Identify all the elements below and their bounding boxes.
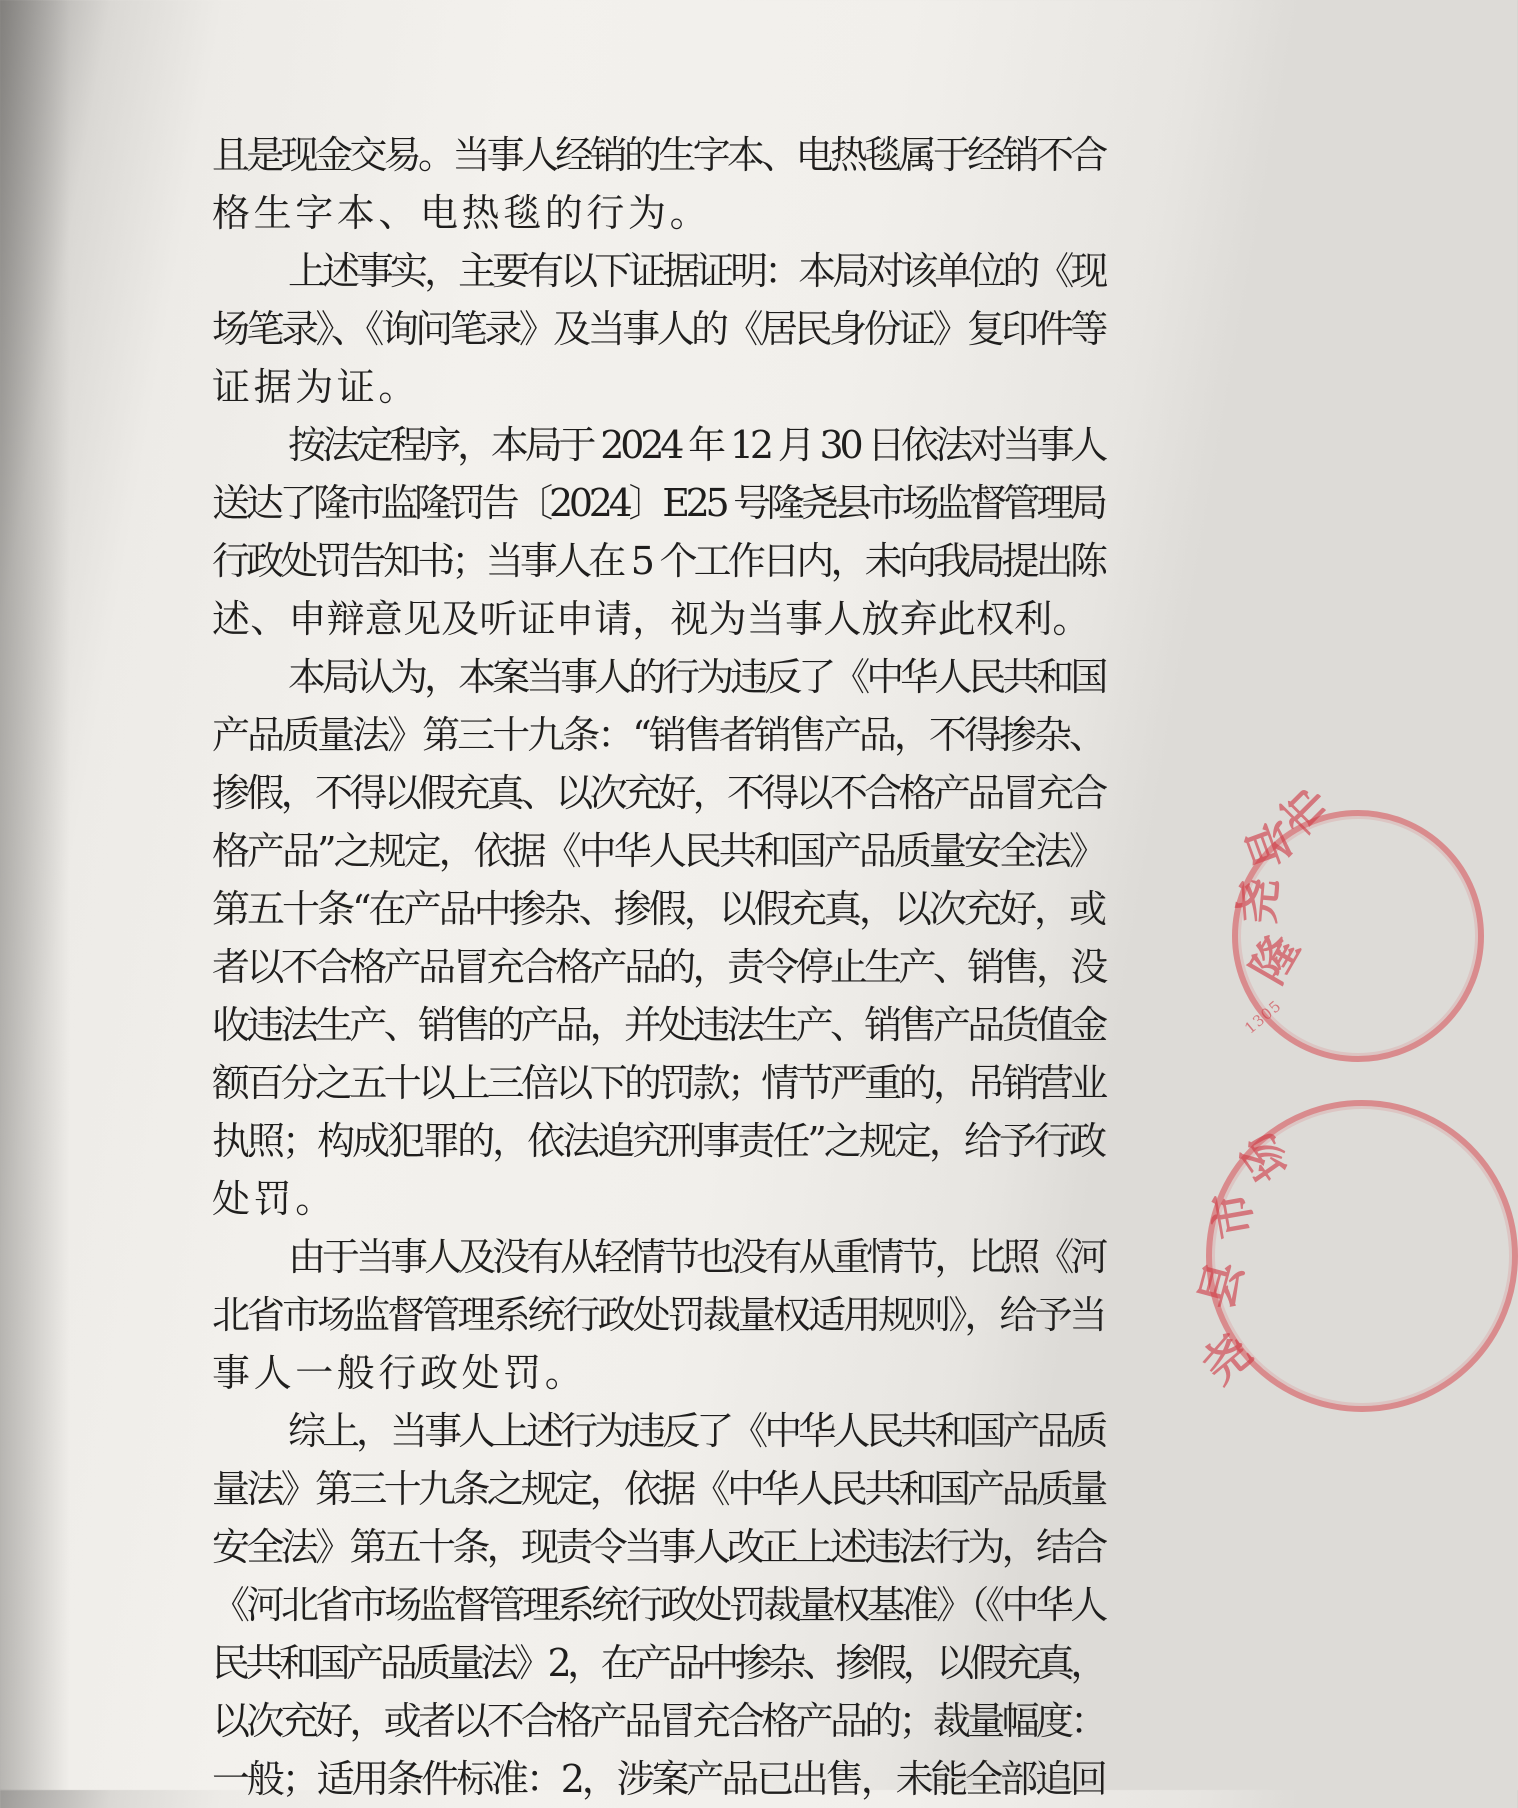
- text-line: 格生字本、电热毯的行为。: [212, 191, 712, 235]
- paragraph: [212, 1228, 1107, 1402]
- text-line: 由于当事人及没有从轻情节也没有从重情节，比照《河: [288, 1235, 1105, 1279]
- text-line: 处罚。: [212, 1177, 337, 1221]
- text-line: 且是现金交易。当事人经销的生字本、电热毯属于经销不合: [212, 133, 1105, 177]
- seal-glyph: 市: [1269, 773, 1341, 845]
- paragraph: [212, 126, 1107, 242]
- text-line: 收违法生产、销售的产品，并处违法生产、销售产品货值金: [212, 1003, 1105, 1047]
- text-line: 格产品”之规定，依据《中华人民共和国产品质量安全法》: [212, 829, 1105, 873]
- text-line: 者以不合格产品冒充合格产品的，责令停止生产、销售，没: [212, 945, 1105, 989]
- text-line: 量法》第三十九条之规定，依据《中华人民共和国产品质量: [212, 1467, 1105, 1511]
- text-line: 第五十条“在产品中掺杂、掺假，以假充真，以次充好，或: [212, 887, 1105, 931]
- text-line: 执照；构成犯罪的，依法追究刑事责任”之规定，给予行政: [212, 1119, 1105, 1163]
- seal-glyph: 场: [1229, 1122, 1301, 1192]
- official-seal-upper: [1230, 773, 1484, 1062]
- text-line: 安全法》第五十条，现责令当事人改正上述违法行为，结合: [212, 1525, 1105, 1569]
- text-line: 额百分之五十以上三倍以下的罚款；情节严重的，吊销营业: [212, 1061, 1105, 1105]
- seal-number: 1305: [1241, 996, 1286, 1038]
- seal-glyph: 尧: [1192, 1323, 1262, 1395]
- page-edge-shadow: [0, 0, 70, 1790]
- seal-glyph: 隆: [1240, 925, 1310, 993]
- text-line: 送达了隆市监隆罚告〔2024〕E25 号隆尧县市场监督管理局: [212, 481, 1104, 525]
- seal-glyph: 县: [1188, 1255, 1254, 1315]
- text-line: 民共和国产品质量法》2，在产品中掺杂、掺假，以假充真，: [212, 1641, 1104, 1685]
- text-line: 本局认为，本案当事人的行为违反了《中华人民共和国: [288, 655, 1105, 699]
- seal-glyph: 尧: [1230, 875, 1288, 927]
- text-line: 按法定程序，本局于 2024 年 12 月 30 日依法对当事人: [288, 423, 1105, 467]
- text-line: 一般；适用条件标准：2，涉案产品已出售，未能全部追回: [212, 1757, 1105, 1801]
- text-line: 场笔录》、《询问笔录》及当事人的《居民身份证》复印件等: [212, 307, 1105, 351]
- text-line: 述、申辩意见及听证申请，视为当事人放弃此权利。: [212, 597, 1091, 641]
- text-line: 行政处罚告知书；当事人在 5 个工作日内，未向我局提出陈: [212, 539, 1105, 583]
- paragraph: [212, 416, 1107, 648]
- seal-glyph: 县: [1235, 814, 1303, 876]
- paragraph: [212, 1402, 1107, 1808]
- text-line: 证据为证。: [212, 365, 421, 409]
- text-line: 以次充好，或者以不合格产品冒充合格产品的；裁量幅度：: [212, 1699, 1105, 1743]
- text-line: 事人一般行政处罚。: [212, 1351, 587, 1395]
- seal-glyph: 市: [1202, 1187, 1264, 1243]
- text-line: 掺假，不得以假充真、以次充好，不得以不合格产品冒充合: [212, 771, 1105, 815]
- text-line: 《河北省市场监督管理系统行政处罚裁量权基准》（《中华人: [212, 1583, 1105, 1627]
- text-line: 综上，当事人上述行为违反了《中华人民共和国产品质: [288, 1409, 1105, 1453]
- official-seal-lower: [1188, 1100, 1518, 1412]
- text-line: 北省市场监督管理系统行政处罚裁量权适用规则》，给予当: [212, 1293, 1105, 1337]
- text-line: 产品质量法》第三十九条：“销售者销售产品，不得掺杂、: [212, 713, 1105, 757]
- text-line: 上述事实，主要有以下证据证明：本局对该单位的《现: [288, 249, 1105, 293]
- paragraph: [212, 648, 1107, 1228]
- document-body: [212, 126, 1107, 1808]
- paragraph: [212, 242, 1107, 416]
